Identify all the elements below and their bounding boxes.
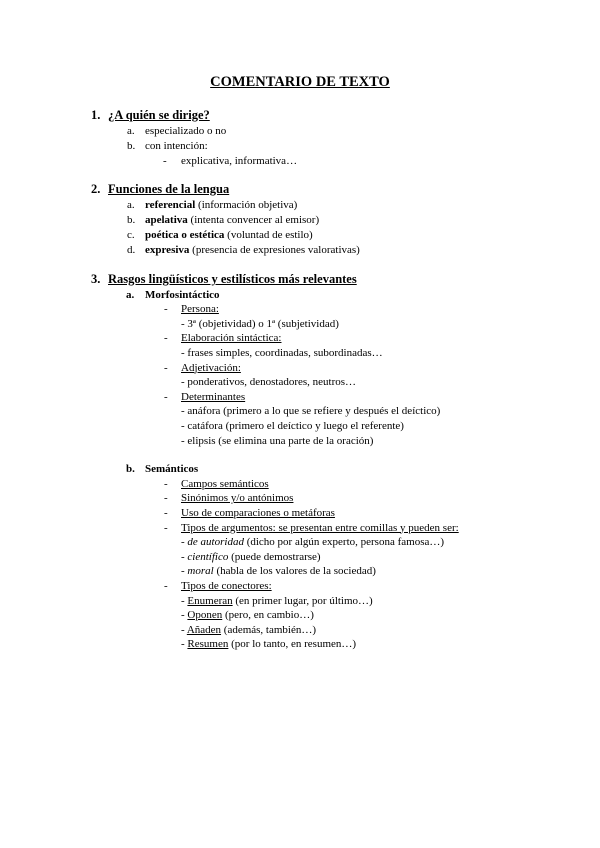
list-item xyxy=(181,154,297,168)
underlined-term: Añaden xyxy=(186,623,222,636)
list-marker: - xyxy=(164,303,168,316)
underlined-term: Resumen xyxy=(187,638,229,651)
item-text: explicativa, informativa… xyxy=(181,154,298,167)
list-item xyxy=(145,213,319,227)
item-text: (por lo tanto, en resumen…) xyxy=(228,638,357,651)
list-marker: a. xyxy=(127,124,135,137)
bold-term: Morfosintáctico xyxy=(145,288,220,301)
list-item xyxy=(181,521,459,535)
list-item xyxy=(181,550,321,564)
list-item xyxy=(145,139,208,153)
section-number: 3. xyxy=(91,272,101,286)
underlined-term: Tipos de argumentos: se presentan entre comillas y pueden ser: xyxy=(181,521,459,534)
section-heading: Funciones de la lengua xyxy=(108,182,230,196)
list-item xyxy=(181,434,373,448)
list-item xyxy=(145,124,226,138)
underlined-term: Elaboración sintáctica: xyxy=(181,332,282,345)
item-text: - xyxy=(181,536,188,549)
list-item xyxy=(181,375,356,389)
section-number: 1. xyxy=(91,108,101,122)
section-number: 2. xyxy=(91,182,101,196)
list-marker: a. xyxy=(127,198,135,211)
list-item xyxy=(181,594,373,608)
underlined-term: Oponen xyxy=(187,609,223,622)
list-marker: b. xyxy=(126,463,135,476)
underlined-term: Sinónimos y/o antónimos xyxy=(181,492,294,505)
bold-term: referencial xyxy=(145,198,196,211)
list-item xyxy=(181,579,272,593)
list-marker: - xyxy=(164,579,168,592)
item-text: - xyxy=(181,550,188,563)
list-item xyxy=(145,288,220,302)
list-item xyxy=(181,623,316,637)
italic-term: científico xyxy=(187,550,229,563)
list-marker: - xyxy=(164,477,168,490)
list-marker: - xyxy=(164,390,168,403)
item-text: (en primer lugar, por último…) xyxy=(232,594,373,607)
list-marker: - xyxy=(164,521,168,534)
underlined-term: Determinantes xyxy=(181,390,246,403)
item-text: (además, también…) xyxy=(221,623,317,636)
item-text: (información objetiva) xyxy=(195,198,298,211)
underlined-term: Uso de comparaciones o metáforas xyxy=(181,506,335,519)
list-marker: - xyxy=(164,332,168,345)
list-item xyxy=(181,331,281,345)
list-item xyxy=(181,506,335,520)
list-item xyxy=(181,302,219,316)
item-text: con intención: xyxy=(145,139,208,152)
section-heading: Rasgos lingüísticos y estilísticos más relevantes xyxy=(108,272,357,286)
bold-term: apelativa xyxy=(145,213,188,226)
document-title: COMENTARIO DE TEXTO xyxy=(210,74,390,90)
list-marker: - xyxy=(163,154,167,167)
list-item xyxy=(181,637,356,651)
item-text: (habla de los valores de la sociedad) xyxy=(213,565,376,578)
list-item xyxy=(145,462,198,476)
italic-term: de autoridad xyxy=(187,536,244,549)
bold-term: poética o estética xyxy=(145,228,225,241)
item-text: (voluntad de estilo) xyxy=(224,228,313,241)
item-text: (presencia de expresiones valorativas) xyxy=(189,244,360,257)
list-marker: - xyxy=(164,492,168,505)
underlined-term: Tipos de conectores: xyxy=(181,579,272,592)
bold-term: Semánticos xyxy=(145,463,199,476)
list-marker: d. xyxy=(127,244,136,257)
item-text: - frases simples, coordinadas, subordinadas… xyxy=(181,346,383,359)
item-text: - elipsis (se elimina una parte de la oración) xyxy=(181,434,374,447)
list-item xyxy=(181,361,241,375)
item-text: (pero, en cambio…) xyxy=(222,609,314,622)
item-text: - xyxy=(181,565,188,578)
item-text: (dicho por algún experto, persona famosa…) xyxy=(243,536,445,549)
list-marker: a. xyxy=(126,288,135,301)
section-heading: ¿A quién se dirige? xyxy=(108,108,210,122)
underlined-term: Enumeran xyxy=(187,594,233,607)
item-text: - xyxy=(181,609,188,622)
item-text: - xyxy=(181,594,188,607)
list-item xyxy=(181,608,314,622)
underlined-term: Adjetivación: xyxy=(181,361,241,374)
underlined-term: Persona: xyxy=(181,303,219,316)
list-item xyxy=(145,243,360,257)
list-marker: b. xyxy=(127,139,136,152)
item-text: - xyxy=(181,638,188,651)
list-item xyxy=(145,228,313,242)
item-text: - ponderativos, denostadores, neutros… xyxy=(181,376,357,389)
item-text: - xyxy=(181,623,187,636)
list-marker: c. xyxy=(127,228,135,241)
list-item xyxy=(181,477,269,491)
item-text: especializado o no xyxy=(145,124,227,137)
list-item xyxy=(181,491,293,505)
list-item xyxy=(181,317,339,331)
item-text: - 3ª (objetividad) o 1ª (subjetividad) xyxy=(181,317,339,330)
list-marker: - xyxy=(164,506,168,519)
list-item xyxy=(181,564,376,578)
list-item xyxy=(145,198,297,212)
list-marker: b. xyxy=(127,213,136,226)
list-marker: - xyxy=(164,361,168,374)
italic-term: moral xyxy=(187,565,214,578)
underlined-term: Campos semánticos xyxy=(181,477,269,490)
item-text: (intenta convencer al emisor) xyxy=(187,213,320,226)
item-text: (puede demostrarse) xyxy=(228,550,321,563)
item-text: - catáfora (primero el deíctico y luego el referente) xyxy=(181,419,404,432)
list-item xyxy=(181,404,440,418)
list-item xyxy=(181,346,383,360)
list-item xyxy=(181,535,444,549)
list-item xyxy=(181,419,404,433)
item-text: - anáfora (primero a lo que se refiere y después el deíctico) xyxy=(181,405,441,418)
bold-term: expresiva xyxy=(145,244,190,257)
list-item xyxy=(181,390,245,404)
